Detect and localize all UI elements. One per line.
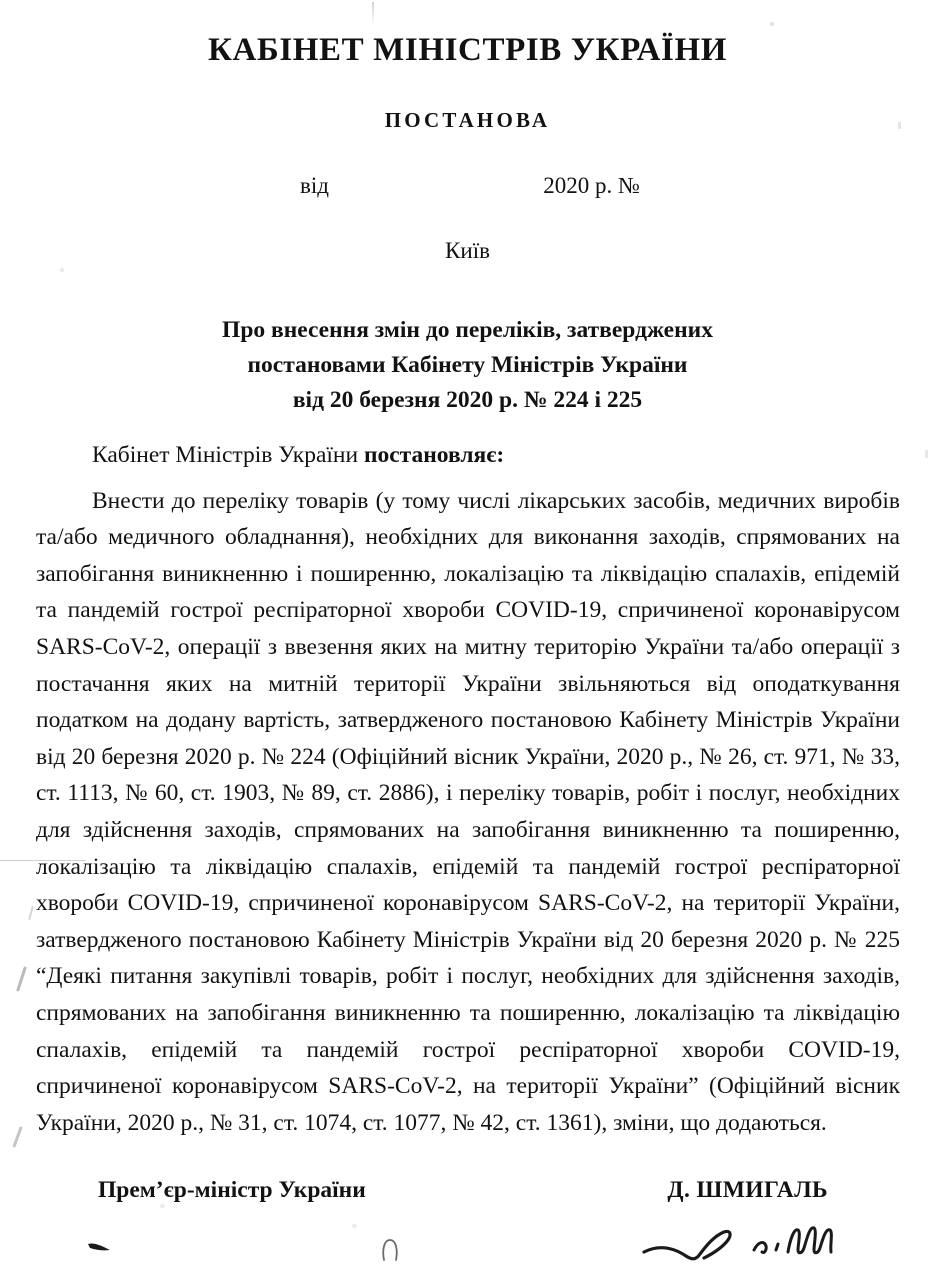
city-line: Київ xyxy=(445,238,490,263)
date-from-label: від xyxy=(300,173,329,198)
document-title-line-1: Про внесення змін до переліків, затверджених xyxy=(222,317,713,343)
signature-block xyxy=(98,1177,828,1204)
date-year-number: 2020 р. № xyxy=(543,173,640,198)
signer-position-title: Прем’єр-міністр України xyxy=(98,1177,366,1203)
scan-artifact-margin-mark-b xyxy=(12,1126,22,1148)
document-title-line-2: постановами Кабінету Міністрів України xyxy=(247,352,688,378)
resolution-lead-prefix: Кабінет Міністрів України xyxy=(92,442,364,468)
document-type-subheader: ПОСТАНОВА xyxy=(384,108,551,132)
scan-artifact-speck-1 xyxy=(770,22,774,26)
document-body xyxy=(36,437,900,1141)
pen-mark-left xyxy=(86,1238,116,1256)
scan-artifact-top-line xyxy=(372,2,374,24)
signer-name: Д. ШМИГАЛЬ xyxy=(667,1177,828,1203)
handwritten-signature xyxy=(640,1214,870,1276)
scan-artifact-speck-5 xyxy=(160,1204,165,1208)
document-title-line-3: від 20 березня 2020 р. № 224 і 225 xyxy=(292,387,643,413)
pen-mark-middle xyxy=(378,1236,402,1262)
scan-artifact-speck-2 xyxy=(925,450,928,458)
resolution-lead-emphasis: постановляє: xyxy=(363,442,505,468)
resolution-body-paragraph: Внести до переліку товарів (у тому числі лікарських засобів, медичних виробів та/або медичного обладнання), необхідних для виконання заходів, спрямованих на запобігання виникненню і поширенню, локалізацію та ліквідацію спалахів, епідемій та пандемій гострої респіраторної хвороби COVID-19, спричиненої коронавірусом SARS-CoV-2, операції з ввезення яких на митну територію України та/або операції з постачання яких на митній території України звільняються від оподаткування податком на додану вартість, затвердженого постановою Кабінету Міністрів України від 20 березня 2020 р. № 224 (Офіційний вісник України, 2020 р., № 26, ст. 971, № 33, ст. 1113, № 60, ст. 1903, № 89, ст. 2886), і переліку товарів, робіт і послуг, необхідних для здійснення заходів, спрямованих на запобігання виникненню та поширенню, локалізацію та ліквідацію спалахів, епідемій та пандемій гострої респіраторної хвороби COVID-19, спричиненої коронавірусом SARS-CoV-2, на території України, затвердженого постановою Кабінету Міністрів України від 20 березня 2020 р. № 225 “Деякі питання закупівлі товарів, робіт і послуг, необхідних для здійснення заходів, спрямованих на запобігання виникненню та поширенню, локалізацію та ліквідацію спалахів, епідемій та пандемій гострої респіраторної хвороби COVID-19, спричиненої коронавірусом SARS-CoV-2, на території України” (Офіційний вісник України, 2020 р., № 31, ст. 1074, ст. 1077, № 42, ст. 1361), зміни, що додаються. xyxy=(36,487,900,1136)
document-title xyxy=(0,313,935,418)
date-number-line xyxy=(300,173,640,199)
scan-artifact-margin-mark-c xyxy=(28,906,34,920)
resolution-lead-line xyxy=(36,437,900,474)
scan-artifact-margin-mark-a xyxy=(16,966,27,992)
scan-artifact-speck-6 xyxy=(352,1224,357,1228)
institution-header: КАБІНЕТ МІНІСТРІВ УКРАЇНИ xyxy=(207,32,728,68)
scan-artifact-speck-4 xyxy=(60,268,64,272)
